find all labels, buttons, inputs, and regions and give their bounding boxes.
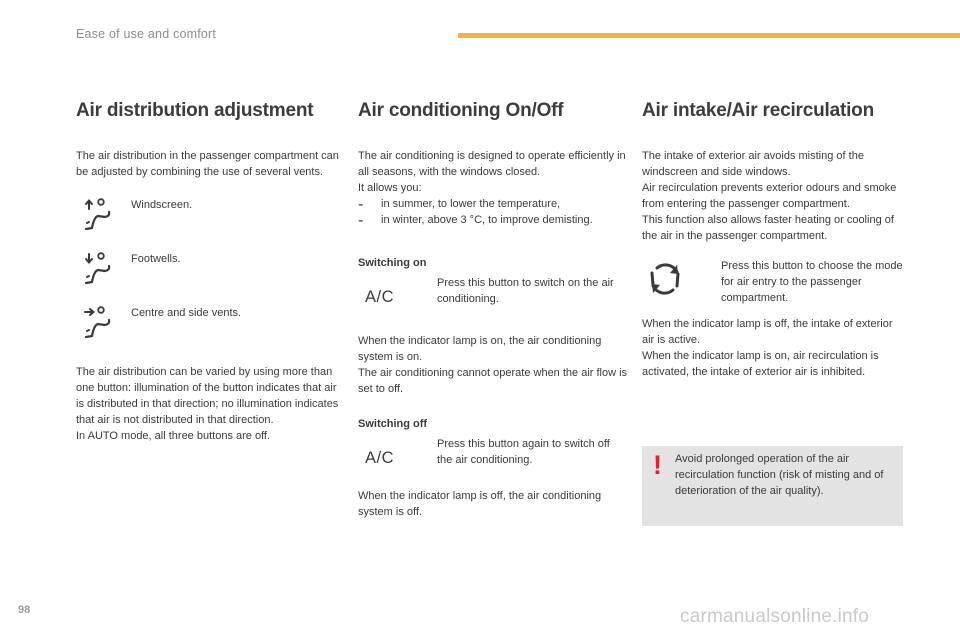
- ac-on-desc: Press this button to switch on the air conditioning.: [437, 277, 614, 305]
- air-intake-intro: The intake of exterior air avoids misting of the windscreen and side windows.: [642, 150, 864, 178]
- recirculation-instruction: [642, 258, 904, 316]
- warning-text: Avoid prolonged operation of the air recirculation function (risk of misting and of deterioration of the air quality).: [675, 453, 884, 497]
- air-conditioning-allows: It allows you:: [358, 182, 422, 194]
- air-conditioning-section: [358, 100, 628, 520]
- list-item-text: in summer, to lower the temperature,: [381, 198, 561, 210]
- air-recirculation-faster-note: This function also allows faster heating or cooling of the air in the passenger compartment.: [642, 214, 894, 242]
- list-item-text: in winter, above 3 °C, to improve demisting.: [381, 214, 593, 226]
- air-distribution-section: [76, 100, 346, 444]
- header-section-title: Ease of use and comfort: [76, 27, 217, 41]
- air-intake-section: [642, 100, 904, 380]
- recirculation-text: [703, 258, 903, 306]
- ac-off-text: [419, 436, 619, 468]
- air-intake-title: Air intake/Air recirculation: [642, 100, 874, 121]
- air-distribution-intro: The air distribution in the passenger compartment can be adjusted by combining the use of several vents.: [76, 150, 339, 178]
- vent-footwells: [76, 251, 346, 305]
- vent-centre: [76, 305, 346, 359]
- air-recirculation-intro: Air recirculation prevents exterior odours and smoke from entering the passenger compartment.: [642, 182, 897, 210]
- ac-on-text: [419, 275, 619, 307]
- vent-windscreen-label: Windscreen.: [131, 199, 193, 211]
- ac-on-body: When the indicator lamp is on, the air conditioning system is on.: [358, 335, 602, 363]
- list-item: [358, 196, 628, 212]
- air-distribution-title: Air distribution adjustment: [76, 100, 314, 121]
- air-conditioning-intro: The air conditioning is designed to operate efficiently in all seasons, with the windows closed.: [358, 150, 626, 178]
- recirculation-icon: [648, 262, 682, 296]
- air-conditioning-title: Air conditioning On/Off: [358, 100, 564, 121]
- switching-on-heading: Switching on: [358, 257, 427, 269]
- warning-box: [642, 446, 903, 526]
- ac-on-instruction: [358, 275, 628, 329]
- ac-off-desc: Press this button again to switch off the air conditioning.: [437, 438, 610, 466]
- air-distribution-body: The air distribution can be varied by using more than one button: illumination of the button indicates that air is distributed in that direction; no illumination indicates that air is not distributed in that direction.: [76, 366, 339, 426]
- header-accent-bar: [458, 33, 960, 38]
- watermark: carmanualsonline.info: [680, 606, 870, 627]
- ac-off-instruction: [358, 436, 628, 490]
- list-dash: -: [358, 212, 364, 229]
- vent-windscreen: [76, 197, 346, 251]
- switching-off-heading: Switching off: [358, 418, 428, 430]
- ac-on-airflow-note: The air conditioning cannot operate when the air flow is set to off.: [358, 367, 628, 395]
- footwell-vent-icon: [83, 251, 113, 287]
- ac-off-body: When the indicator lamp is off, the air conditioning system is off.: [358, 490, 602, 518]
- air-recirculation-active-note: When the indicator lamp is on, air recirculation is activated, the intake of exterior air is inhibited.: [642, 350, 879, 378]
- warning-icon: !: [653, 450, 662, 480]
- vent-list: [76, 197, 346, 359]
- air-distribution-auto-note: In AUTO mode, all three buttons are off.: [76, 430, 271, 442]
- recirculation-desc: Press this button to choose the mode for air entry to the passenger compartment.: [721, 260, 903, 304]
- vent-centre-label: Centre and side vents.: [131, 307, 242, 319]
- benefit-list: [358, 196, 628, 228]
- list-dash: -: [358, 196, 364, 213]
- ac-button-icon: A/C: [365, 288, 395, 306]
- page-number: 98: [18, 604, 31, 616]
- ac-button-icon: A/C: [365, 449, 395, 467]
- list-item: [358, 212, 628, 228]
- vent-footwells-label: Footwells.: [131, 253, 181, 265]
- centre-vent-icon: [83, 305, 113, 341]
- air-intake-active-note: When the indicator lamp is off, the intake of exterior air is active.: [642, 318, 893, 346]
- windscreen-vent-icon: [83, 197, 113, 233]
